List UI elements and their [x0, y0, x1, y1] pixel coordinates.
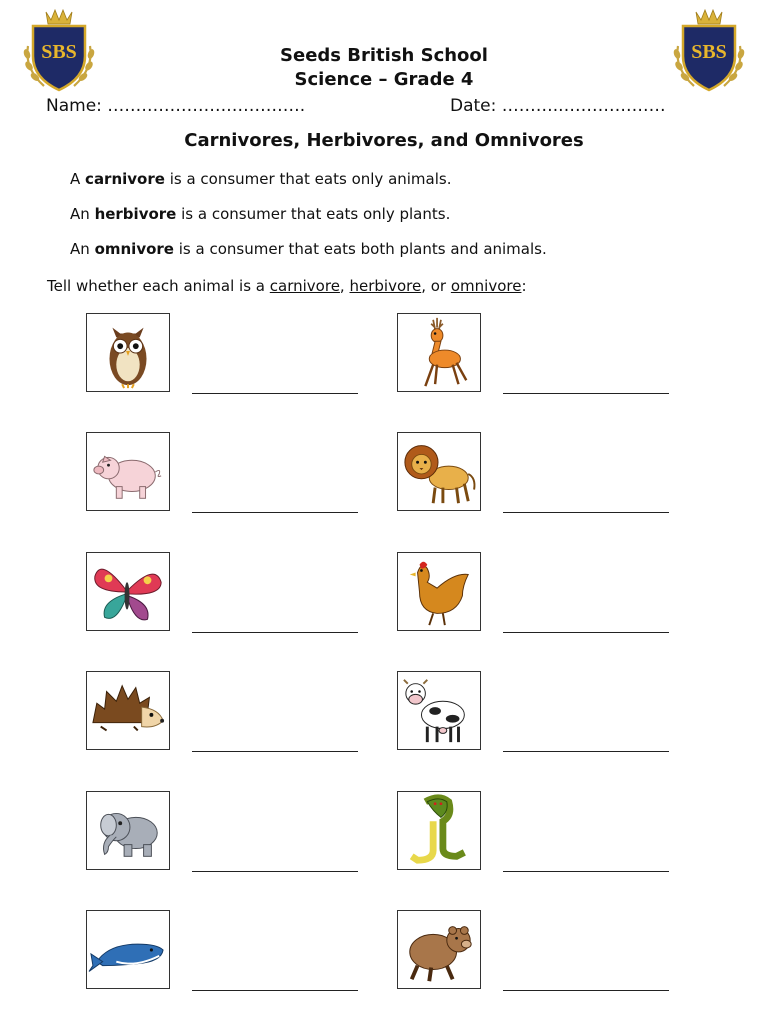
- definition-omnivore: [70, 239, 547, 259]
- name-field[interactable]: [46, 95, 305, 117]
- lion-icon: [398, 433, 480, 510]
- answer-line-deer[interactable]: [503, 393, 669, 394]
- name-dots: ………………….………….: [107, 96, 306, 116]
- bear-icon: [398, 911, 480, 988]
- answer-line-cow[interactable]: [503, 751, 669, 752]
- answer-line-lion[interactable]: [503, 512, 669, 513]
- animal-box-bear: [397, 910, 481, 989]
- whale-icon: [87, 911, 169, 988]
- instruction-separator: ,: [339, 277, 345, 295]
- animal-box-elephant: [86, 791, 170, 870]
- date-field[interactable]: [450, 95, 666, 117]
- answer-line-whale[interactable]: [192, 990, 358, 991]
- butterfly-icon: [87, 553, 169, 630]
- instruction-prefix: Tell whether each animal is a: [47, 277, 265, 295]
- definition-term: herbivore: [94, 205, 177, 223]
- name-label: Name:: [46, 96, 102, 116]
- date-label: Date:: [450, 96, 497, 116]
- definition-text: is a consumer that eats only plants.: [181, 205, 451, 223]
- definition-text: is a consumer that eats both plants and animals.: [178, 240, 547, 258]
- animal-box-butterfly: [86, 552, 170, 631]
- date-dots: ………..………………: [501, 96, 666, 116]
- animal-box-cow: [397, 671, 481, 750]
- definition-herbivore: [70, 204, 450, 224]
- elephant-icon: [87, 792, 169, 869]
- answer-line-owl[interactable]: [192, 393, 358, 394]
- subject-grade: Science – Grade 4: [294, 69, 474, 90]
- answer-line-cobra[interactable]: [503, 871, 669, 872]
- logo-text: SBS: [691, 41, 727, 63]
- instruction: [47, 276, 527, 296]
- worksheet-title: Carnivores, Herbivores, and Omnivores: [184, 130, 584, 151]
- animal-box-owl: [86, 313, 170, 392]
- answer-line-hen[interactable]: [503, 632, 669, 633]
- cow-icon: [398, 672, 480, 749]
- definition-term: omnivore: [94, 240, 174, 258]
- definition-carnivore: [70, 169, 452, 189]
- answer-line-bear[interactable]: [503, 990, 669, 991]
- option-omnivore: omnivore: [450, 277, 522, 295]
- owl-icon: [87, 314, 169, 391]
- school-name: Seeds British School: [280, 45, 488, 66]
- deer-icon: [398, 314, 480, 391]
- animal-box-hedgehog: [86, 671, 170, 750]
- animal-box-whale: [86, 910, 170, 989]
- instruction-separator: , or: [421, 277, 447, 295]
- definition-text: is a consumer that eats only animals.: [169, 170, 452, 188]
- answer-line-elephant[interactable]: [192, 871, 358, 872]
- definition-article: An: [70, 240, 90, 258]
- answer-line-pig[interactable]: [192, 512, 358, 513]
- logo-text: SBS: [41, 41, 77, 63]
- animal-box-cobra: [397, 791, 481, 870]
- animal-box-deer: [397, 313, 481, 392]
- definition-term: carnivore: [85, 170, 165, 188]
- pig-icon: [87, 433, 169, 510]
- animal-box-lion: [397, 432, 481, 511]
- cobra-icon: [398, 792, 480, 869]
- answer-line-butterfly[interactable]: [192, 632, 358, 633]
- animal-box-hen: [397, 552, 481, 631]
- answer-line-hedgehog[interactable]: [192, 751, 358, 752]
- animal-box-pig: [86, 432, 170, 511]
- instruction-suffix: :: [521, 277, 527, 295]
- hedgehog-icon: [87, 672, 169, 749]
- definition-article: A: [70, 170, 81, 188]
- option-carnivore: carnivore: [269, 277, 340, 295]
- option-herbivore: herbivore: [349, 277, 422, 295]
- hen-icon: [398, 553, 480, 630]
- definition-article: An: [70, 205, 90, 223]
